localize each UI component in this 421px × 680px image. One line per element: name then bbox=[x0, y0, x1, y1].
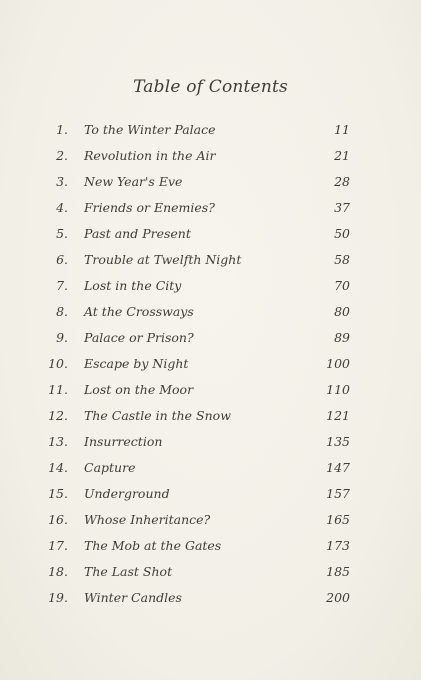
chapter-title: Escape by Night bbox=[84, 356, 189, 371]
toc-entry bbox=[0, 406, 421, 426]
chapter-title: Palace or Prison? bbox=[84, 330, 194, 345]
toc-entry bbox=[0, 354, 421, 374]
chapter-title: Past and Present bbox=[84, 226, 191, 241]
toc-entry bbox=[0, 510, 421, 530]
toc-entry bbox=[0, 198, 421, 218]
toc-entry bbox=[0, 432, 421, 452]
chapter-number: 1. bbox=[56, 122, 68, 137]
chapter-title: The Mob at the Gates bbox=[84, 538, 222, 553]
chapter-title: Capture bbox=[84, 460, 136, 475]
toc-entry bbox=[0, 224, 421, 244]
toc-entry bbox=[0, 588, 421, 608]
chapter-number: 10. bbox=[48, 356, 68, 371]
chapter-number: 11. bbox=[48, 382, 68, 397]
page-number: 21 bbox=[334, 148, 350, 163]
page-number: 147 bbox=[326, 460, 350, 475]
chapter-number: 5. bbox=[56, 226, 68, 241]
chapter-number: 15. bbox=[48, 486, 68, 501]
chapter-title: Insurrection bbox=[84, 434, 163, 449]
chapter-number: 9. bbox=[56, 330, 68, 345]
chapter-title: Whose Inheritance? bbox=[84, 512, 211, 527]
toc-entry bbox=[0, 172, 421, 192]
page-number: 165 bbox=[326, 512, 350, 527]
chapter-title: Winter Candles bbox=[84, 590, 182, 605]
page-number: 200 bbox=[326, 590, 350, 605]
toc-entry bbox=[0, 146, 421, 166]
chapter-number: 16. bbox=[48, 512, 68, 527]
toc-entry bbox=[0, 458, 421, 478]
chapter-number: 14. bbox=[48, 460, 68, 475]
toc-entry bbox=[0, 276, 421, 296]
toc-entry bbox=[0, 328, 421, 348]
chapter-number: 2. bbox=[56, 148, 68, 163]
page-number: 157 bbox=[326, 486, 350, 501]
page-number: 80 bbox=[334, 304, 350, 319]
chapter-title: Friends or Enemies? bbox=[84, 200, 215, 215]
page-number: 89 bbox=[334, 330, 350, 345]
chapter-number: 17. bbox=[48, 538, 68, 553]
page-title: Table of Contents bbox=[133, 77, 288, 97]
toc-entry bbox=[0, 250, 421, 270]
chapter-title: New Year's Eve bbox=[84, 174, 183, 189]
page-number: 173 bbox=[326, 538, 350, 553]
chapter-number: 4. bbox=[56, 200, 68, 215]
chapter-title: Lost on the Moor bbox=[84, 382, 194, 397]
chapter-number: 6. bbox=[56, 252, 68, 267]
toc-entry bbox=[0, 484, 421, 504]
chapter-title: Underground bbox=[84, 486, 170, 501]
chapter-title: Lost in the City bbox=[84, 278, 182, 293]
chapter-number: 18. bbox=[48, 564, 68, 579]
chapter-title: Revolution in the Air bbox=[84, 148, 216, 163]
page-number: 121 bbox=[326, 408, 350, 423]
chapter-number: 3. bbox=[56, 174, 68, 189]
page-number: 50 bbox=[334, 226, 350, 241]
page-number: 100 bbox=[326, 356, 350, 371]
chapter-title: At the Crossways bbox=[84, 304, 194, 319]
page-number: 185 bbox=[326, 564, 350, 579]
chapter-number: 13. bbox=[48, 434, 68, 449]
chapter-number: 19. bbox=[48, 590, 68, 605]
chapter-number: 7. bbox=[56, 278, 68, 293]
toc-entry bbox=[0, 562, 421, 582]
page-number: 110 bbox=[326, 382, 350, 397]
chapter-title: The Castle in the Snow bbox=[84, 408, 231, 423]
chapter-number: 8. bbox=[56, 304, 68, 319]
page-number: 37 bbox=[334, 200, 350, 215]
page-number: 70 bbox=[334, 278, 350, 293]
page-number: 28 bbox=[334, 174, 350, 189]
chapter-title: The Last Shot bbox=[84, 564, 173, 579]
chapter-title: To the Winter Palace bbox=[84, 122, 216, 137]
page-number: 11 bbox=[334, 122, 350, 137]
toc-entry bbox=[0, 380, 421, 400]
page-number: 58 bbox=[334, 252, 350, 267]
chapter-number: 12. bbox=[48, 408, 68, 423]
toc-entry bbox=[0, 120, 421, 140]
chapter-title: Trouble at Twelfth Night bbox=[84, 252, 242, 267]
page-number: 135 bbox=[326, 434, 350, 449]
toc-entry bbox=[0, 302, 421, 322]
toc-entry bbox=[0, 536, 421, 556]
